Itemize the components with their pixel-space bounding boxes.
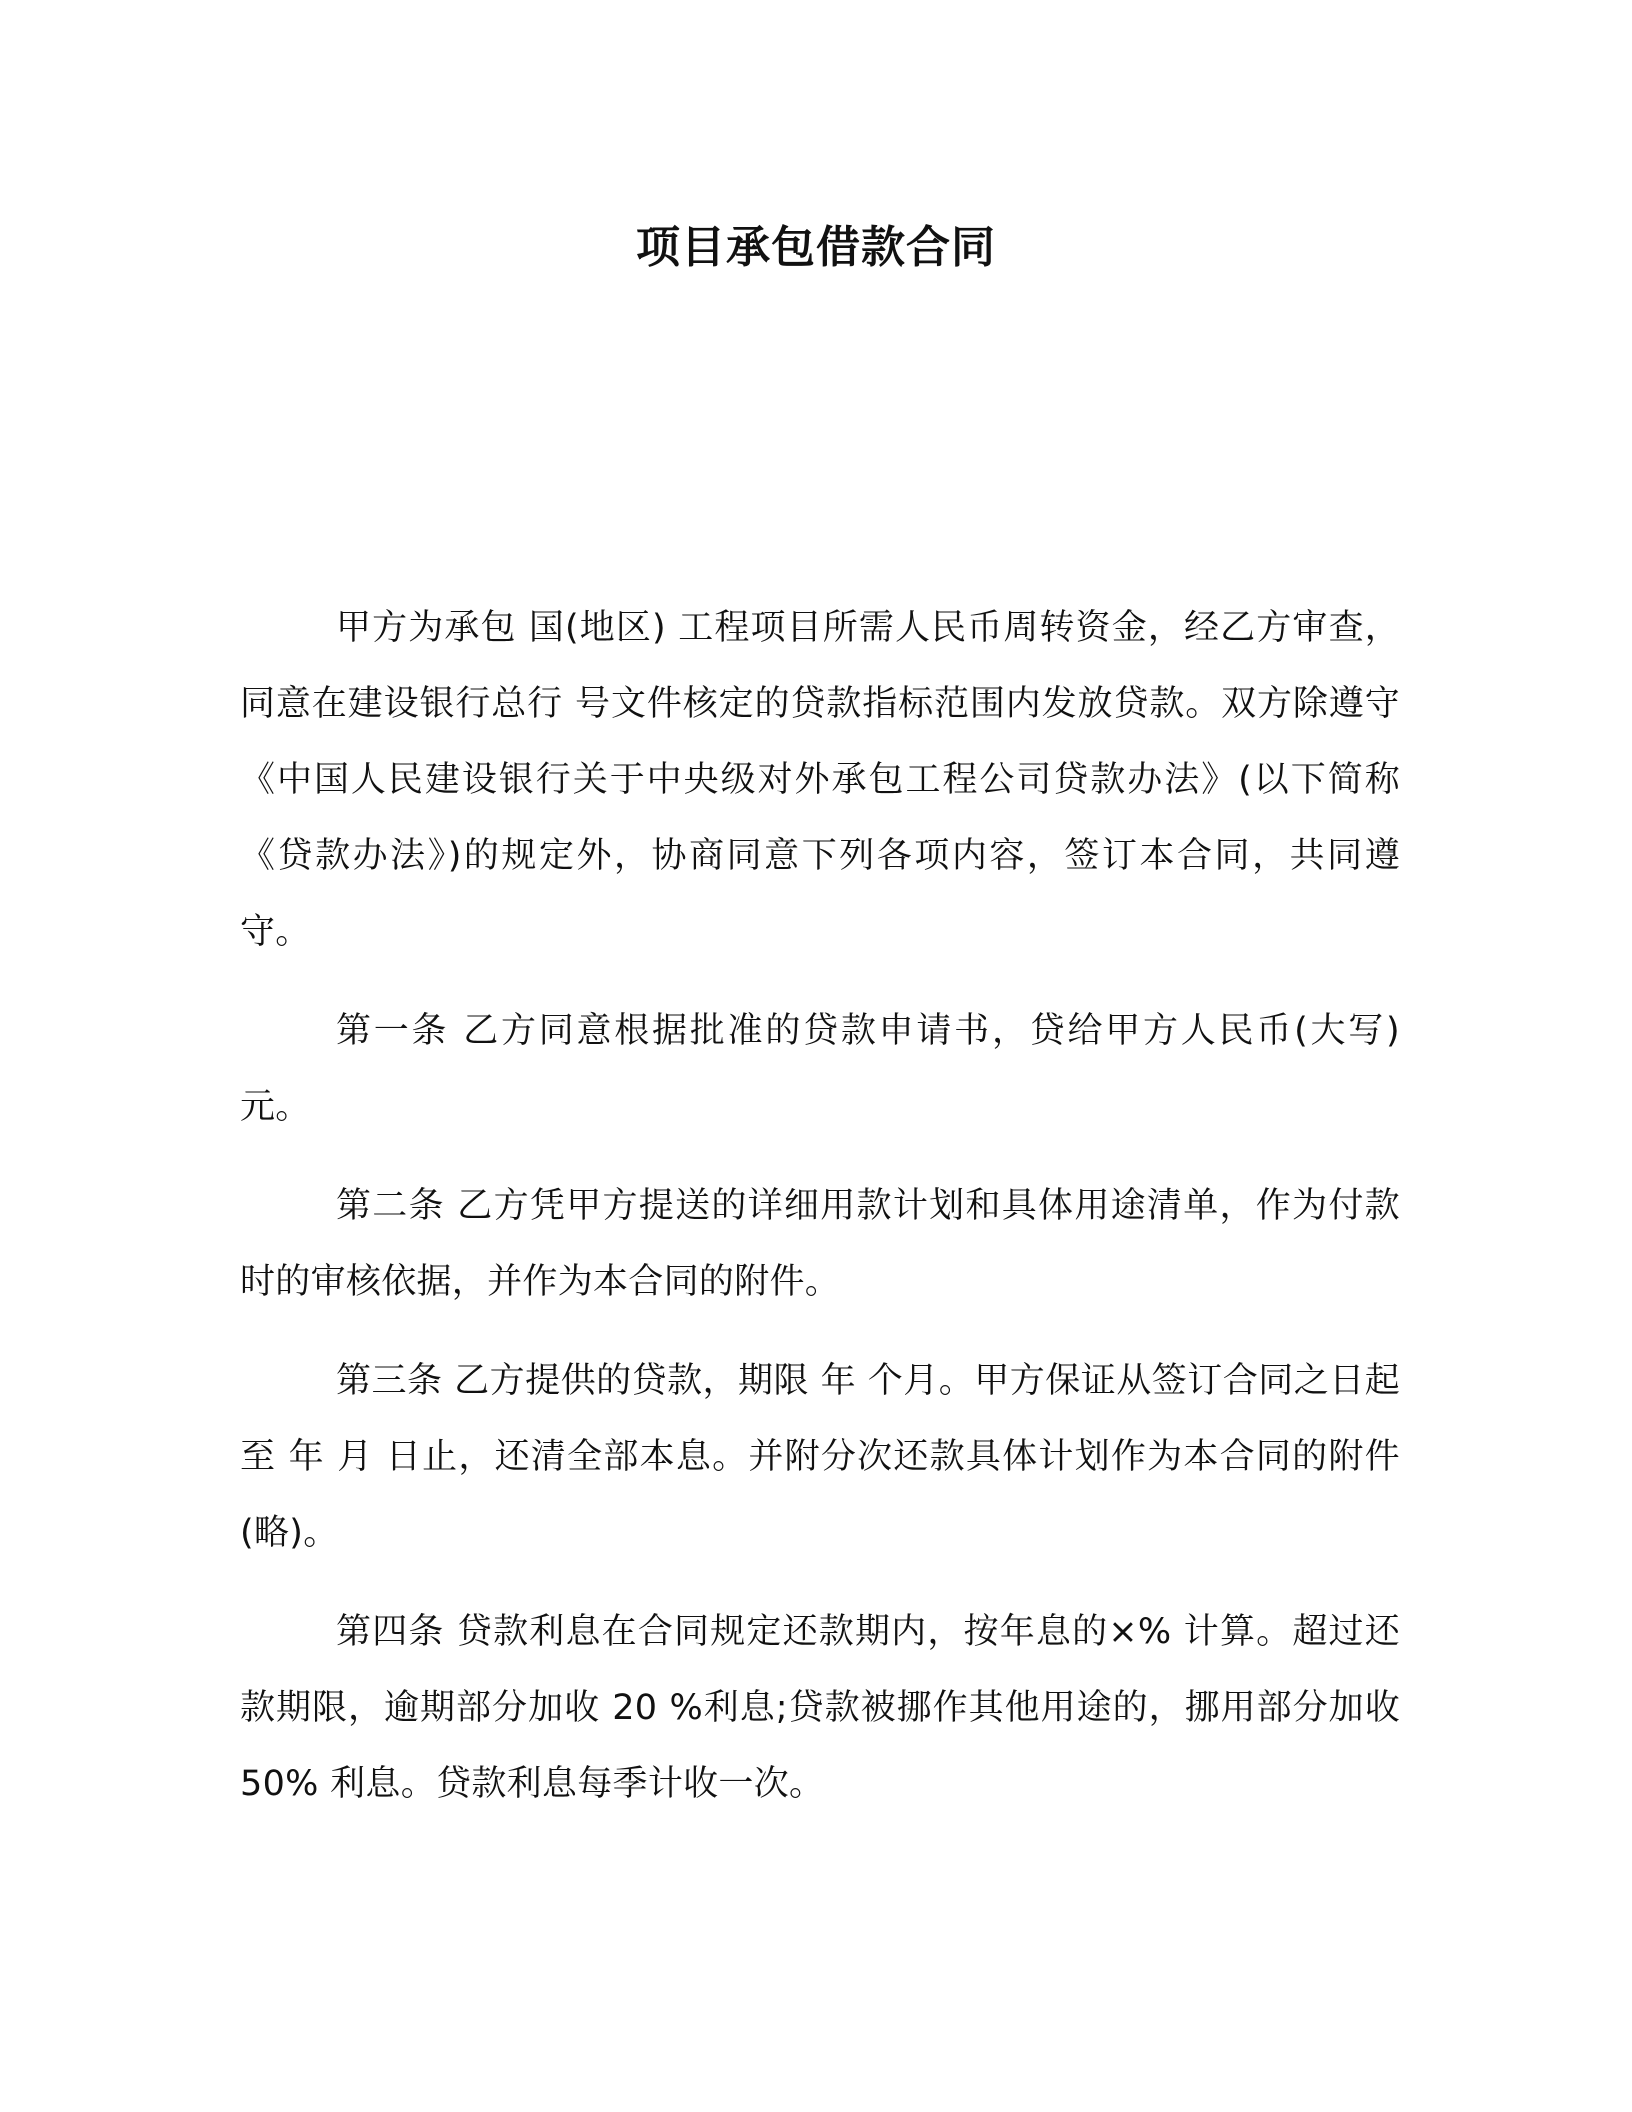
article-3-paragraph: 第三条 乙方提供的贷款，期限 年 个月。甲方保证从签订合同之日起至 年 月 日止，还清全部本息。并附分次还款具体计划作为本合同的附件(略)。 [240, 1361, 1400, 1553]
preamble-paragraph: 甲方为承包 国(地区) 工程项目所需人民币周转资金，经乙方审查，同意在建设银行总行 号文件核定的贷款指标范围内发放贷款。双方除遵守《中国人民建设银行关于中央级对外承包工程公司贷款办法》(以下简称《贷款办法》)的规定外，协商同意下列各项内容，签订本合同，共同遵守。 [240, 608, 1400, 952]
document-body [240, 590, 1400, 1845]
article-4-paragraph: 第四条 贷款利息在合同规定还款期内，按年息的×% 计算。超过还款期限，逾期部分加收 20 %利息;贷款被挪作其他用途的，挪用部分加收 50% 利息。贷款利息每季计收一次。 [240, 1612, 1400, 1804]
document-title: 项目承包借款合同 [636, 222, 996, 273]
article-1-paragraph: 第一条 乙方同意根据批准的贷款申请书，贷给甲方人民币(大写) 元。 [240, 1011, 1400, 1127]
article-2-paragraph: 第二条 乙方凭甲方提送的详细用款计划和具体用途清单，作为付款时的审核依据，并作为本合同的附件。 [240, 1186, 1400, 1302]
